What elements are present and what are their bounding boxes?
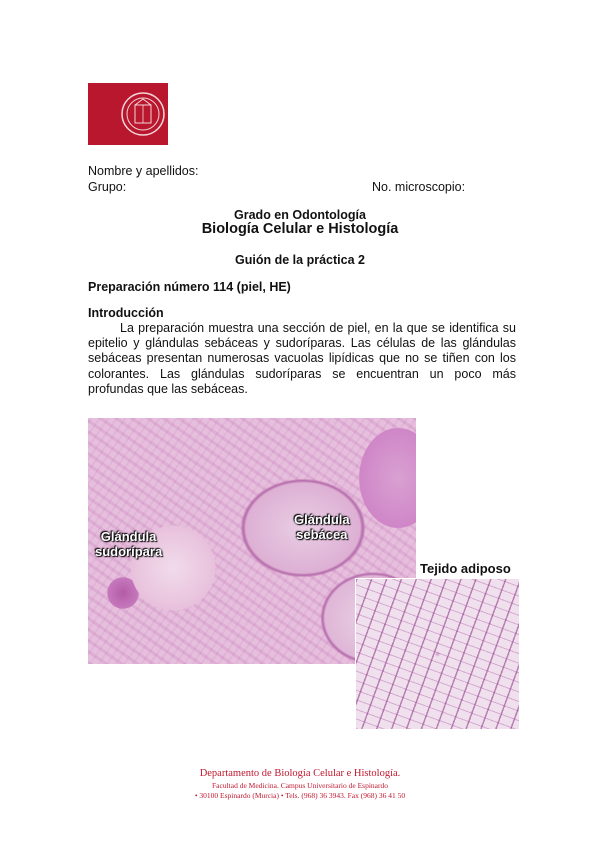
guide-title: Guión de la práctica 2 — [235, 253, 365, 267]
label-sweat-line1: Glándula — [100, 529, 157, 544]
degree-title: Grado en Odontología — [234, 208, 366, 222]
micrograph-adipose — [355, 578, 520, 730]
course-title: Biología Celular e Histología — [201, 221, 399, 237]
label-sweat-gland — [95, 529, 162, 559]
footer-faculty: Facultad de Medicina. Campus Universitario de Espinardo — [212, 781, 388, 790]
label-sweat-line2: sudorípara — [95, 544, 163, 559]
introduction-body: La preparación muestra una sección de piel, en la que se identifica su epitelio y glándulas sebáceas y sudoríparas. Las células de las glándulas sebáceas presentan numerosas vacuolas lipídicas que no se tiñen con los colorantes. Las glándulas sudoríparas se encuentran un poco más profundas que las sebáceas. — [88, 321, 516, 396]
introduction-text — [88, 321, 516, 397]
group-label: Grupo: — [88, 180, 127, 194]
university-logo — [88, 83, 168, 145]
label-sebaceous-line2: sebácea — [296, 527, 348, 542]
label-sebaceous-gland — [294, 512, 350, 542]
university-seal-icon — [120, 87, 166, 141]
name-label: Nombre y apellidos: — [88, 164, 199, 178]
preparation-heading: Preparación número 114 (piel, HE) — [88, 280, 291, 294]
label-adipose-tissue: Tejido adiposo — [420, 561, 511, 576]
introduction-heading: Introducción — [88, 306, 164, 320]
label-sebaceous-line1: Glándula — [294, 512, 350, 527]
microscope-label: No. microscopio: — [372, 180, 466, 194]
footer-department: Departamento de Biología Celular e Histología. — [199, 768, 401, 779]
footer-address: • 30100 Espinardo (Murcia) • Tels. (968) 36 3943. Fax (968) 36 41 50 — [194, 791, 406, 800]
